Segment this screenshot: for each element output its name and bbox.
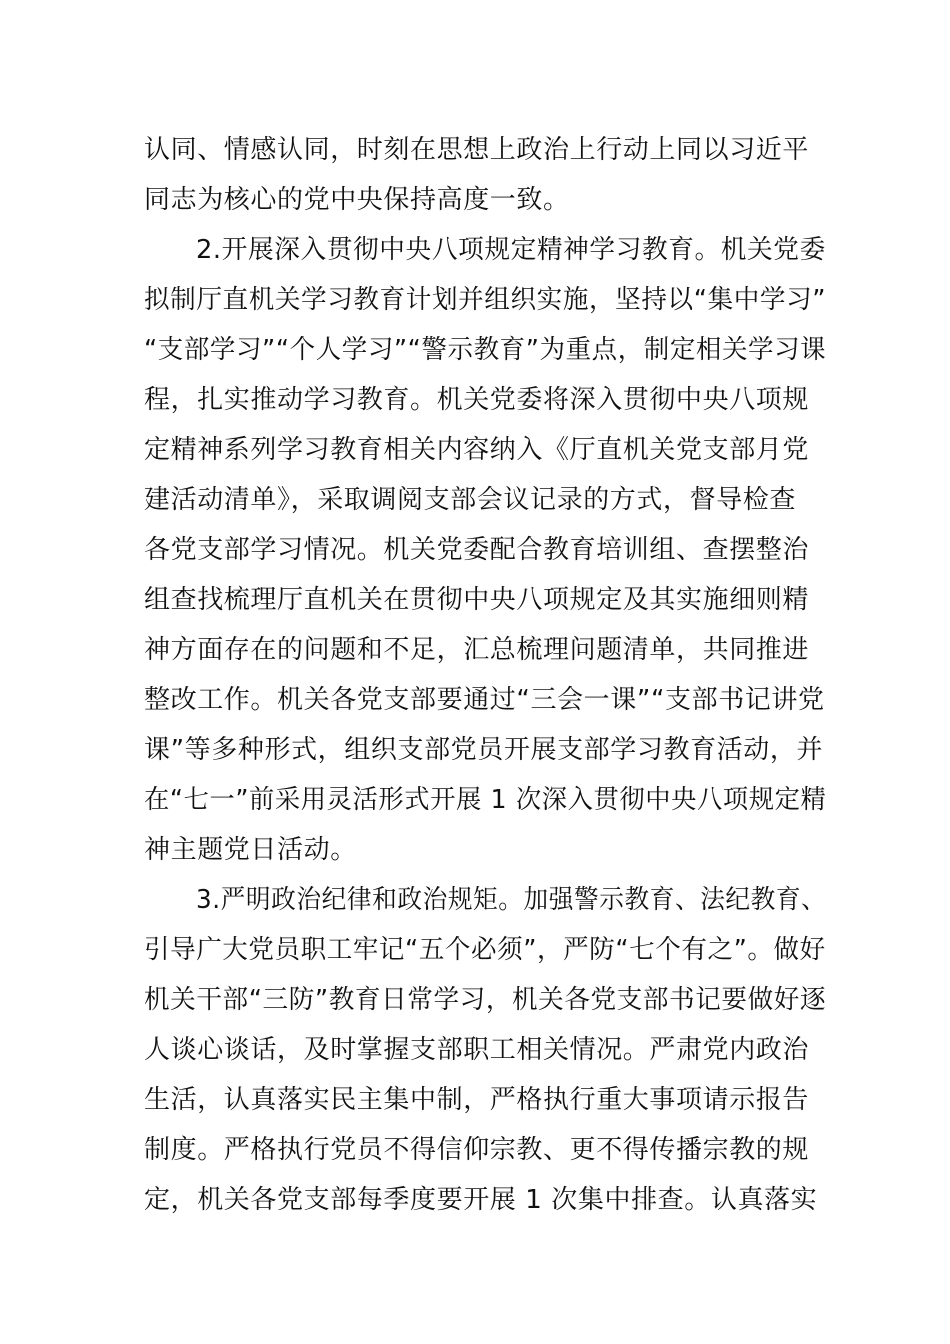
paragraph-line: 神方面存在的问题和不足，汇总梳理问题清单，共同推进 [144, 635, 810, 665]
paragraph-line: 神主题党日活动。 [144, 835, 357, 865]
paragraph-line: 整改工作。机关各党支部要通过“三会一课”“支部书记讲党 [144, 685, 825, 715]
paragraph-line: 同志为核心的党中央保持高度一致。 [144, 185, 570, 215]
paragraph-first-line: 3.严明政治纪律和政治规矩。加强警示教育、法纪教育、 [196, 885, 827, 915]
paragraph-line: 在“七一”前采用灵活形式开展 1 次深入贯彻中央八项规定精 [144, 785, 827, 815]
paragraph-line: 机关干部“三防”教育日常学习，机关各党支部书记要做好逐 [144, 985, 827, 1015]
paragraph-line: 认同、情感认同，时刻在思想上政治上行动上同以习近平 [144, 135, 810, 165]
paragraph-line: 建活动清单》，采取调阅支部会议记录的方式，督导检查 [144, 485, 797, 515]
paragraph-line: 生活，认真落实民主集中制，严格执行重大事项请示报告 [144, 1085, 810, 1115]
paragraph-line: 定精神系列学习教育相关内容纳入《厅直机关党支部月党 [144, 435, 810, 465]
paragraph-line: 程，扎实推动学习教育。机关党委将深入贯彻中央八项规 [144, 385, 810, 415]
paragraph-line: 各党支部学习情况。机关党委配合教育培训组、查摆整治 [144, 535, 810, 565]
paragraph-line: 制度。严格执行党员不得信仰宗教、更不得传播宗教的规 [144, 1135, 810, 1165]
paragraph-line: 引导广大党员职工牢记“五个必须”，严防“七个有之”。做好 [144, 935, 826, 965]
paragraph-line: 人谈心谈话，及时掌握支部职工相关情况。严肃党内政治 [144, 1035, 810, 1065]
paragraph-first-line: 2.开展深入贯彻中央八项规定精神学习教育。机关党委 [196, 235, 826, 265]
paragraph-line: 课”等多种形式，组织支部党员开展支部学习教育活动，并 [144, 735, 824, 765]
paragraph-line: 拟制厅直机关学习教育计划并组织实施，坚持以“集中学习” [144, 285, 827, 315]
paragraph-line: “支部学习”“个人学习”“警示教育”为重点，制定相关学习课 [144, 335, 827, 365]
paragraph-line: 定，机关各党支部每季度要开展 1 次集中排查。认真落实 [144, 1185, 818, 1215]
paragraph-line: 组查找梳理厅直机关在贯彻中央八项规定及其实施细则精 [144, 585, 810, 615]
